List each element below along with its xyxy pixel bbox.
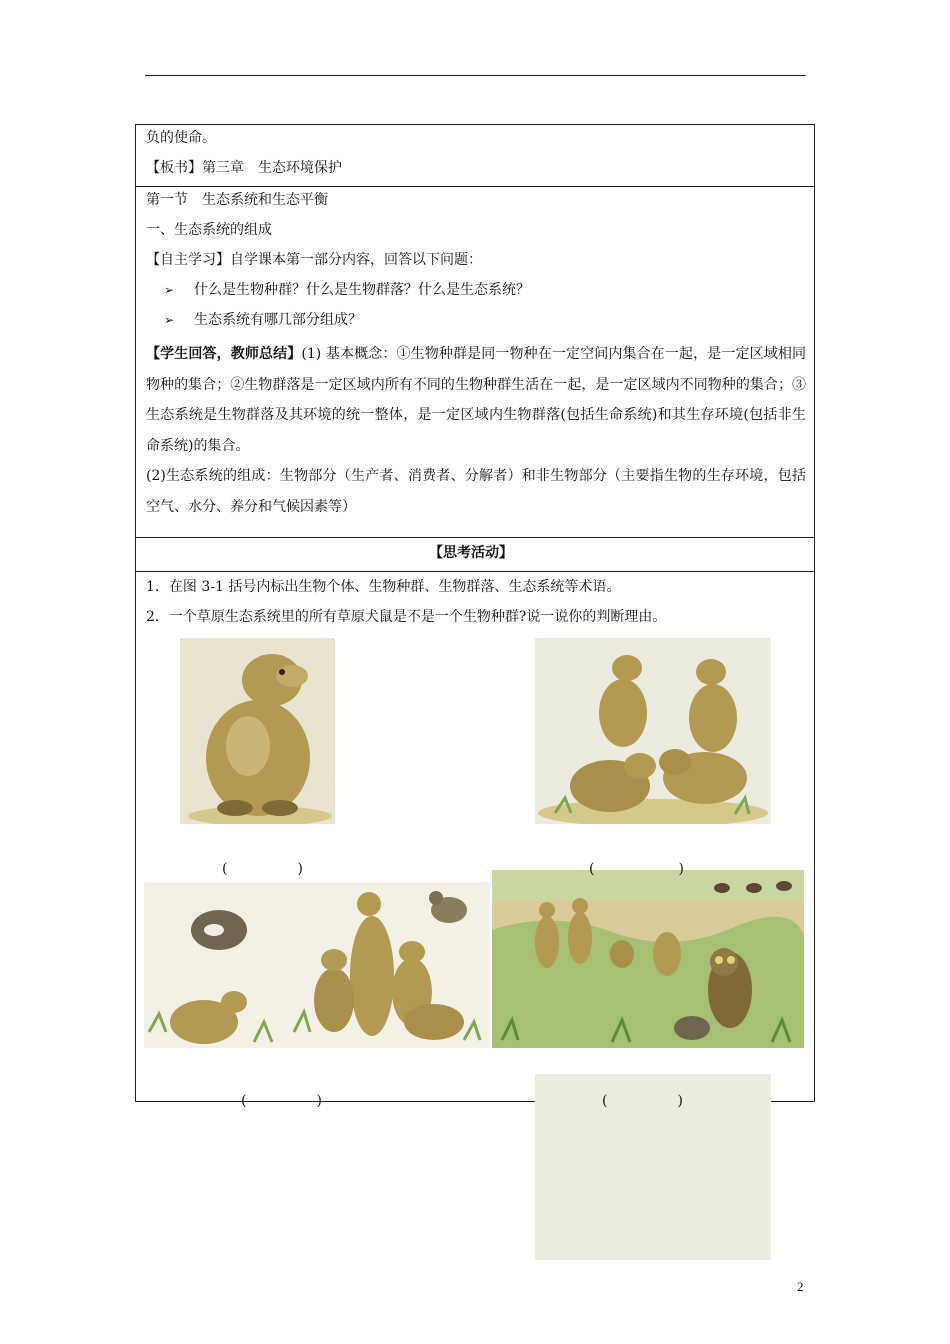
self-study-prompt: 【自主学习】自学课本第一部分内容，回答以下问题： [146,252,482,268]
prairie-dog-individual-image [180,638,335,824]
illustration-individual [180,638,335,824]
arrow-bullet-icon: ➢ [164,283,175,297]
activity-question-2: 2．一个草原生态系统里的所有草原犬鼠是不是一个生物种群?说一说你的判断理由。 [146,609,667,625]
top-row [136,127,814,187]
answer-text: (1) 基本概念：①生物种群是同一物种在一定空间内集合在一起，是一定区域相同物种的集合；②生物群落是一定区域内所有不同的生物种群生活在一起，是一定区域内不同物种的集合；③生态系统是生物群落及其环境的统一整体，是一定区域内生物群落(包括生命系统)和其生存环境(包括非生命系统)的集合。 [146,346,807,454]
header-rule [145,75,806,76]
concept-row [136,189,814,538]
prairie-ecosystem-image [492,870,804,1048]
lesson-table [135,124,815,1109]
answer-paragraph-2: (2)生态系统的组成：生物部分（生产者、消费者、分解者）和非生物部分（主要指生物的生存环境，包括空气、水分、养分和气候因素等） [146,468,806,515]
question-text: 生态系统有哪几部分组成？ [194,312,362,328]
subheading: 一、生态系统的组成 [146,222,272,238]
page-number: 2 [797,1279,804,1294]
answer-paragraph-1 [136,339,814,461]
activity-row [136,576,814,1109]
section-heading: 第一节 生态系统和生态平衡 [146,192,328,208]
illustration-population-frame [535,638,771,824]
continued-text: 负的使命。 [146,130,216,146]
activity-title: 【思考活动】 [429,545,513,561]
question-bullet-2 [136,309,814,331]
activity-question-1: 1．在图 3-1 括号内标出生物个体、生物种群、生物群落、生态系统等术语。 [146,579,621,595]
question-bullet-1 [136,279,814,301]
illustration-ecosystem [492,870,804,1048]
board-note: 【板书】第三章 生态环境保护 [146,160,342,176]
answer-blank-community[interactable]: ( ) [241,1093,322,1109]
answer-blank-ecosystem[interactable]: ( ) [602,1093,683,1109]
answer-label: 【学生回答，教师总结】 [146,346,302,362]
answer-blank-population[interactable]: ( ) [589,861,684,877]
illustration-community [144,882,490,1048]
arrow-bullet-icon: ➢ [164,313,175,327]
question-text: 什么是生物种群？什么是生物群落？什么是生态系统？ [194,282,530,298]
prairie-dog-population-image [535,638,771,824]
answer-blank-individual[interactable]: ( ) [222,861,303,877]
prairie-community-image [144,882,490,1048]
activity-title-row [136,542,814,572]
